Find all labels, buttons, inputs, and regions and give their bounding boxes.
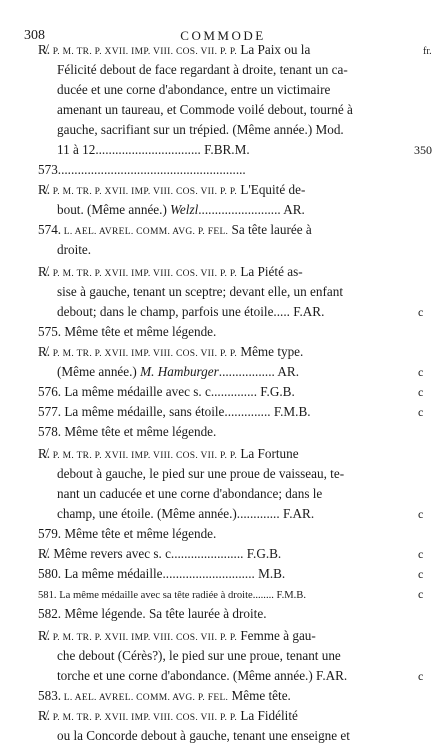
line-text: L'Equité de- — [237, 182, 306, 197]
text-line — [57, 240, 91, 260]
line-text: Femme à gau- — [237, 628, 316, 643]
price-value: c — [418, 669, 424, 683]
legend-text: L. AEL. AVREL. COMM. AVG. P. FEL. — [61, 693, 229, 703]
line-text: sise à gauche, tenant un sceptre; devant elle, un enfant — [57, 284, 343, 299]
price-value: c — [418, 385, 424, 399]
text-line — [38, 524, 216, 544]
line-text: 11 à 12................................ F.BR.M. — [57, 142, 250, 157]
line-text: Félicité debout de face regardant à droite, tenant un ca- — [57, 62, 348, 77]
price-value: 350 — [414, 143, 432, 157]
legend-text: P. M. TR. P. XVII. IMP. VIII. COS. VII. P. P. — [50, 633, 238, 643]
line-text: R̸. — [38, 182, 51, 197]
line-text: 579. Même tête et même légende. — [38, 526, 217, 541]
text-line — [57, 282, 343, 302]
line-text: La Fortune — [237, 446, 299, 461]
line-text: R̸. — [38, 628, 51, 643]
line-text: 581. La même médaille avec sa tête radiée à droite........ F.M.B. — [38, 590, 307, 601]
line-text: droite. — [57, 242, 92, 257]
line-text: La Paix ou la — [237, 42, 311, 57]
text-line — [57, 302, 324, 322]
line-text: 573......................................................... — [38, 162, 246, 177]
legend-text: P. M. TR. P. XVII. IMP. VIII. COS. VII. P. P. — [50, 349, 238, 359]
text-line — [57, 484, 322, 504]
line-text: che debout (Cérès?), le pied sur une proue, tenant une — [57, 648, 341, 663]
text-line — [57, 60, 348, 80]
text-line — [38, 40, 310, 60]
line-text: Sa tête laurée à — [228, 222, 312, 237]
line-text: 580. La même médaille............................ M.B. — [38, 566, 286, 581]
line-text: Même type. — [237, 344, 304, 359]
line-text: R̸. — [38, 264, 51, 279]
line-text: bout. (Même année.) — [57, 202, 171, 217]
text-line — [57, 200, 305, 220]
text-line — [57, 362, 299, 382]
line-text: debout; dans le champ, parfois une étoile..... F.AR. — [57, 304, 325, 319]
text-line — [57, 120, 344, 140]
price-value: c — [418, 405, 424, 419]
text-line — [38, 342, 303, 362]
text-line — [38, 544, 281, 564]
line-text: R̸. — [38, 344, 51, 359]
line-text: ou la Concorde debout à gauche, tenant une enseigne et — [57, 728, 350, 743]
line-text: ducée et une corne d'abondance, entre un victimaire — [57, 82, 331, 97]
line-text: torche et une corne d'abondance. (Même année.) F.AR. — [57, 668, 348, 683]
line-text: nant un caducée et une corne d'abondance; dans le — [57, 486, 323, 501]
text-line — [38, 262, 303, 282]
text-line — [57, 100, 353, 120]
line-text: (Même année.) — [57, 364, 141, 379]
collection-name: M. Hamburger — [140, 364, 219, 379]
legend-text: P. M. TR. P. XVII. IMP. VIII. COS. VII. P. P. — [50, 451, 238, 461]
price-value: c — [418, 507, 424, 521]
text-line — [38, 604, 267, 624]
line-text: R̸. — [38, 446, 51, 461]
line-text: debout à gauche, le pied sur une proue de vaisseau, te- — [57, 466, 345, 481]
text-line — [38, 626, 316, 646]
line-text: R̸. — [38, 708, 51, 723]
text-line — [57, 464, 344, 484]
line-text: 576. La même médaille avec s. c.............. F.G.B. — [38, 384, 295, 399]
collection-name: Welzl — [170, 202, 199, 217]
page-number: 308 — [24, 28, 45, 43]
line-text: 582. Même légende. Sa tête laurée à droite. — [38, 606, 267, 621]
line-text: 578. Même tête et même légende. — [38, 424, 217, 439]
legend-text: P. M. TR. P. XVII. IMP. VIII. COS. VII. P. P. — [50, 269, 238, 279]
text-line — [38, 322, 216, 342]
text-line — [57, 726, 350, 746]
text-line — [38, 180, 305, 200]
corner-note: fr. — [423, 46, 432, 57]
line-text: 583. — [38, 688, 62, 703]
price-value: c — [418, 305, 424, 319]
price-value: c — [418, 547, 424, 561]
line-text: ................. AR. — [218, 364, 299, 379]
line-text: R̸. — [38, 42, 51, 57]
text-line — [38, 444, 299, 464]
line-text: ......................... AR. — [198, 202, 305, 217]
running-title: COMMODE — [180, 28, 266, 43]
text-line — [38, 220, 312, 240]
text-line — [57, 504, 314, 524]
line-text: La Piété as- — [237, 264, 303, 279]
text-line — [38, 584, 306, 604]
price-value: c — [418, 587, 424, 601]
text-line — [57, 80, 330, 100]
price-value: c — [418, 365, 424, 379]
text-line — [57, 666, 347, 686]
text-line — [38, 422, 216, 442]
legend-text: P. M. TR. P. XVII. IMP. VIII. COS. VII. P. P. — [50, 187, 238, 197]
line-text: champ, une étoile. (Même année.)............. F.AR. — [57, 506, 315, 521]
line-text: R̸. Même revers avec s. c...................... F.G.B. — [38, 546, 282, 561]
legend-text: P. M. TR. P. XVII. IMP. VIII. COS. VII. P. P. — [50, 713, 238, 723]
text-line — [38, 160, 246, 180]
text-line — [38, 382, 295, 402]
legend-text: L. AEL. AVREL. COMM. AVG. P. FEL. — [61, 227, 229, 237]
text-line — [38, 706, 298, 726]
text-line — [57, 140, 250, 160]
text-line — [38, 564, 285, 584]
line-text: 577. La même médaille, sans étoile.............. F.M.B. — [38, 404, 311, 419]
text-line — [38, 686, 291, 706]
line-text: 575. Même tête et même légende. — [38, 324, 217, 339]
line-text: Même tête. — [228, 688, 291, 703]
line-text: 574. — [38, 222, 62, 237]
line-text: amenant un taureau, et Commode voilé debout, tourné à — [57, 102, 353, 117]
text-line — [57, 646, 341, 666]
line-text: gauche, sacrifiant sur un trépied. (Même année.) Mod. — [57, 122, 344, 137]
legend-text: P. M. TR. P. XVII. IMP. VIII. COS. VII. P. P. — [50, 47, 238, 57]
price-value: c — [418, 567, 424, 581]
text-line — [38, 402, 311, 422]
line-text: La Fidélité — [237, 708, 298, 723]
